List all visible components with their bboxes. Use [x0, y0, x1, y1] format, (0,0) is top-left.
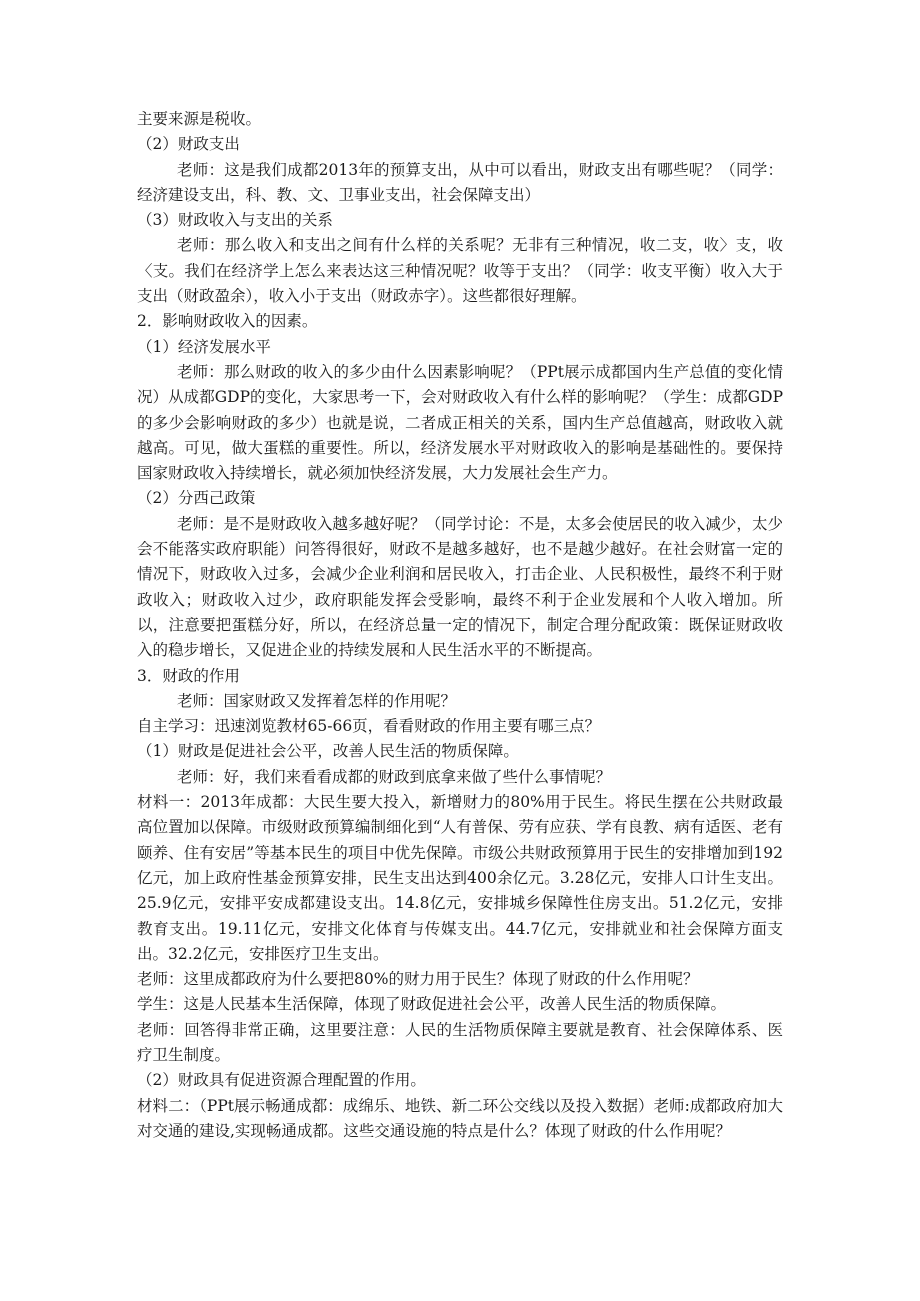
subheading: （2）财政具有促进资源合理配置的作用。	[137, 1071, 426, 1090]
subheading: （3）财政收入与支出的关系	[137, 211, 333, 230]
section-heading: 2．影响财政收入的因素。	[137, 312, 318, 331]
paragraph: 学生：这是人民基本生活保障，体现了财政促进社会公平，改善人民生活的物质保障。	[137, 995, 727, 1014]
paragraph: 老师：这里成都政府为什么要把80%的财力用于民生？体现了财政的什么作用呢？	[137, 970, 699, 989]
material-paragraph: 材料二：（PPt展示畅通成都：成绵乐、地铁、新二环公交线以及投入数据）老师:成都政府加大对交通的建设,实现畅通成都。这些交通设施的特点是什么？体现了财政的什么作用呢？	[137, 1096, 783, 1140]
document-body	[137, 107, 783, 1144]
paragraph: 老师：好，我们来看看成都的财政到底拿来做了些什么事情呢？	[177, 767, 612, 786]
subheading: （1）财政是促进社会公平，改善人民生活的物质保障。	[137, 742, 519, 761]
subheading: （2）财政支出	[137, 135, 240, 154]
paragraph: 老师：这是我们成都2013年的预算支出，从中可以看出，财政支出有哪些呢？（同学：经济建设支出，科、教、文、卫事业支出，社会保障支出）	[137, 160, 783, 204]
section-heading: 3．财政的作用	[137, 666, 240, 685]
paragraph: 老师：国家财政又发挥着怎样的作用呢？	[177, 691, 457, 710]
paragraph: 老师：是不是财政收入越多越好呢？（同学讨论：不是，太多会使居民的收入减少，太少会不能落实政府职能）问答得很好，财政不是越多越好，也不是越少越好。在社会财富一定的情况下，财政收入过多，会减少企业利润和居民收入，打击企业、人民积极性，最终不利于财政收入；财政收入过少，政府职能发挥会受影响，最终不利于企业发展和个人收入增加。所以，注意要把蛋糕分好，所以，在经济总量一定的情况下，制定合理分配政策：既保证财政收入的稳步增长，又促进企业的持续发展和人民生活水平的不断提高。	[137, 514, 783, 660]
subheading: （1）经济发展水平	[137, 337, 271, 356]
text-line: 主要来源是税收。	[137, 110, 262, 128]
paragraph: 老师：那么财政的收入的多少由什么因素影响呢？（PPt展示成都国内生产总值的变化情况）从成都GDP的变化，大家思考一下，会对财政收入有什么样的影响呢？（学生：成都GDP的多少会影响财政的多少）也就是说，二者成正相关的关系，国内生产总值越高，财政收入就越高。可见，做大蛋糕的重要性。所以，经济发展水平对财政收入的影响是基础性的。要保持国家财政收入持续增长，就必须加快经济发展，大力发展社会生产力。	[137, 362, 783, 483]
paragraph: 老师：回答得非常正确，这里要注意：人民的生活物质保障主要就是教育、社会保障体系、医疗卫生制度。	[137, 1020, 783, 1064]
paragraph: 老师：那么收入和支出之间有什么样的关系呢？无非有三种情况，收二支，收〉支，收〈支。我们在经济学上怎么来表达这三种情况呢？收等于支出？（同学：收支平衡）收入大于支出（财政盈余），收入小于支出（财政赤字）。这些都很好理解。	[137, 236, 783, 306]
subheading: （2）分西己政策	[137, 489, 256, 508]
material-paragraph: 材料一：2013年成都：大民生要大投入，新增财力的80%用于民生。将民生摆在公共财政最高位置加以保障。市级财政预算编制细化到“人有普保、劳有应获、学有良教、病有适医、老有颐养、住有安居”等基本民生的项目中优先保障。市级公共财政预算用于民生的安排增加到192亿元，加上政府性基金预算安排，民生支出达到400余亿元。3.28亿元，安排人口计生支出。25.9亿元，安排平安成都建设支出。14.8亿元，安排城乡保障性住房支出。51.2亿元，安排教育支出。19.11亿元，安排文化体育与传媒支出。44.7亿元，安排就业和社会保障方面支出。32.2亿元，安排医疗卫生支出。	[137, 793, 783, 963]
paragraph: 自主学习：迅速浏览教材65-66页，看看财政的作用主要有哪三点？	[137, 717, 601, 736]
